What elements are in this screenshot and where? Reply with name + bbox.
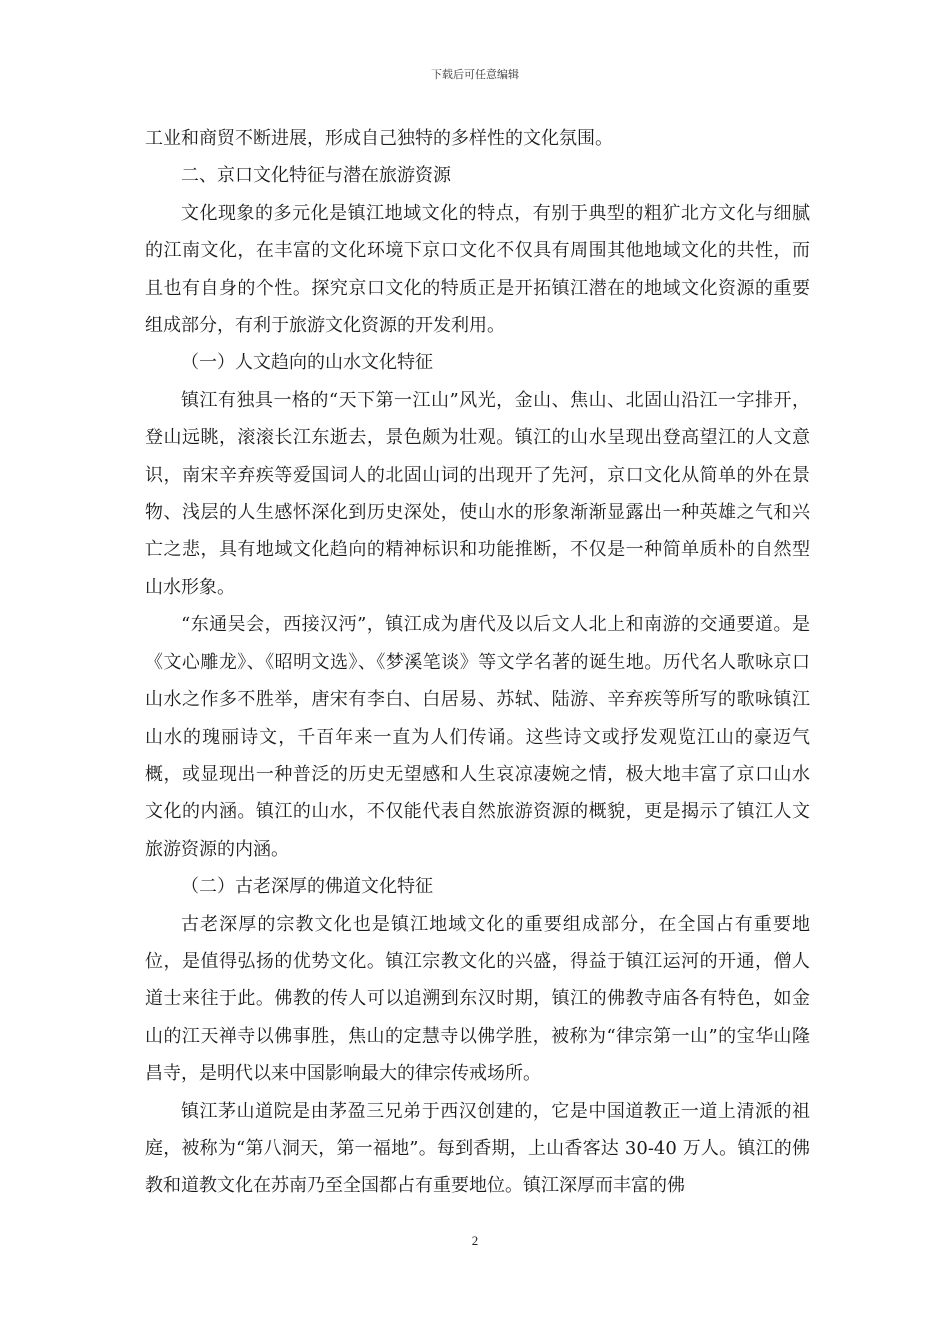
paragraph: 镇江茅山道院是由茅盈三兄弟于西汉创建的，它是中国道教正一道上清派的祖庭，被称为“第八洞天，第一福地”。每到香期，上山香客达 30-40 万人。镇江的佛教和道教文化在苏南乃至全国都占有重要地位。镇江深厚而丰富的佛 bbox=[145, 1100, 810, 1197]
paragraph: 镇江有独具一格的“天下第一江山”风光，金山、焦山、北固山沿江一字排开，登山远眺，滚滚长江东逝去，景色颇为壮观。镇江的山水呈现出登高望江的人文意识，南宋辛弃疾等爱国词人的北固山词的出现开了先河，京口文化从简单的外在景物、浅层的人生感怀深化到历史深处，使山水的形象渐渐显露出一种英雄之气和兴亡之悲，具有地域文化趋向的精神标识和功能推断，不仅是一种简单质朴的自然型山水形象。 bbox=[145, 389, 810, 598]
paragraph-continuation: 工业和商贸不断进展，形成自己独特的多样性的文化氛围。 bbox=[145, 128, 613, 149]
header-note: 下载后可任意编辑 bbox=[431, 68, 519, 81]
paragraph: 文化现象的多元化是镇江地域文化的特点，有别于典型的粗犷北方文化与细腻的江南文化，在丰富的文化环境下京口文化不仅具有周围其他地域文化的共性，而且也有自身的个性。探究京口文化的特质正是开拓镇江潜在的地域文化资源的重要组成部分，有利于旅游文化资源的开发利用。 bbox=[145, 202, 810, 337]
section-heading: 二、京口文化特征与潜在旅游资源 bbox=[181, 165, 451, 187]
subsection-heading: （一）人文趋向的山水文化特征 bbox=[181, 352, 433, 374]
paragraph: 古老深厚的宗教文化也是镇江地域文化的重要组成部分，在全国占有重要地位，是值得弘扬的优势文化。镇江宗教文化的兴盛，得益于镇江运河的开通，僧人道士来往于此。佛教的传人可以追溯到东汉时期，镇江的佛教寺庙各有特色，如金山的江天禅寺以佛事胜，焦山的定慧寺以佛学胜，被称为“律宗第一山”的宝华山隆昌寺，是明代以来中国影响最大的律宗传戒场所。 bbox=[145, 913, 810, 1085]
subsection-heading: （二）古老深厚的佛道文化特征 bbox=[181, 876, 433, 898]
page-number: 2 bbox=[471, 1233, 479, 1248]
body-text bbox=[145, 120, 810, 1205]
paragraph: “东通吴会，西接汉沔”，镇江成为唐代及以后文人北上和南游的交通要道。是《文心雕龙》、《昭明文选》、《梦溪笔谈》等文学名著的诞生地。历代名人歌咏京口山水之作多不胜举，唐宋有李白、白居易、苏轼、陆游、辛弃疾等所写的歌咏镇江山水的瑰丽诗文，千百年来一直为人们传诵。这些诗文或抒发观览江山的豪迈气概，或显现出一种普泛的历史无望感和人生哀凉凄婉之情，极大地丰富了京口山水文化的内涵。镇江的山水，不仅能代表自然旅游资源的概貌，更是揭示了镇江人文旅游资源的内涵。 bbox=[145, 614, 810, 860]
